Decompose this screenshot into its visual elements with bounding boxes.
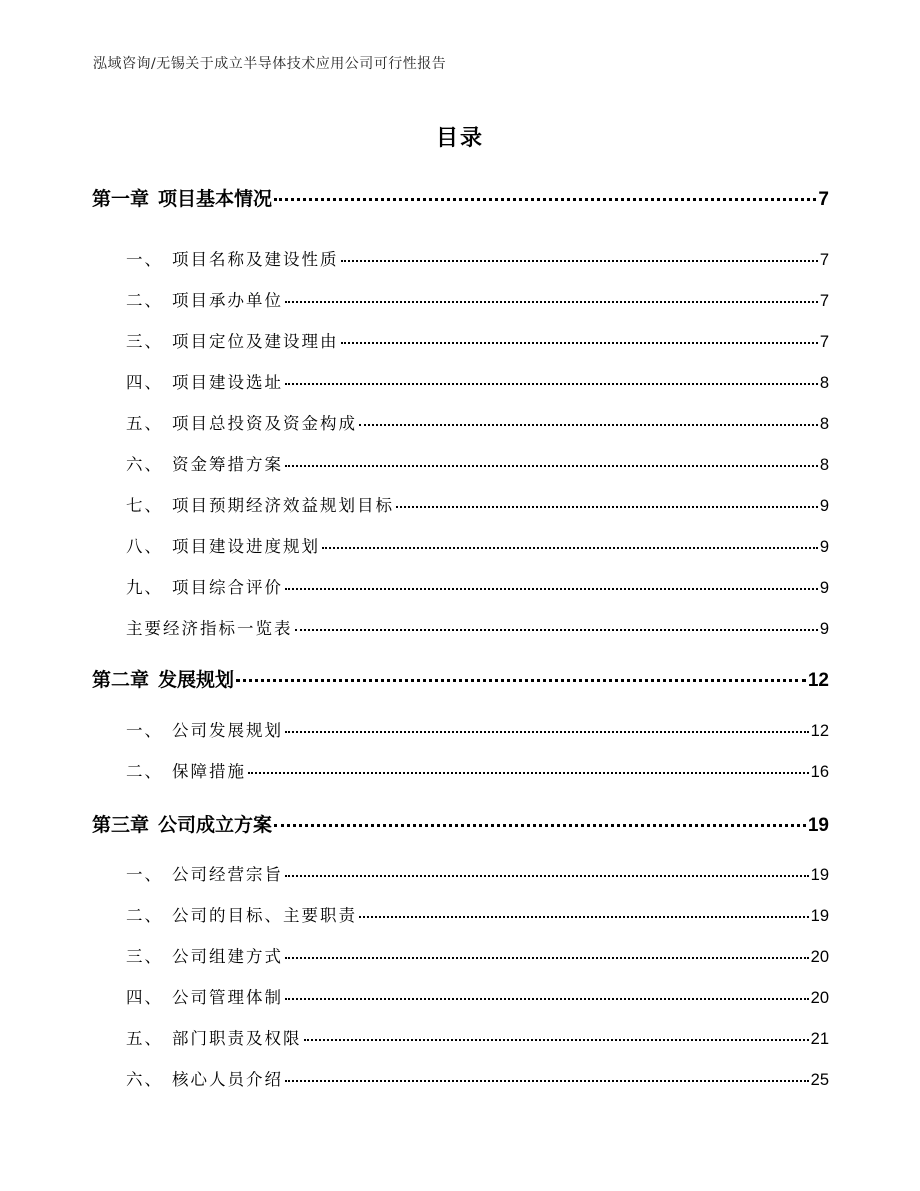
toc-entry-1-7[interactable]	[126, 492, 829, 516]
dot-leader	[285, 587, 818, 590]
dot-leader	[359, 915, 809, 918]
section-number: 三、	[126, 947, 163, 966]
chapter-number: 第三章	[92, 814, 150, 836]
dot-leader	[285, 300, 818, 303]
toc-entry-1-1[interactable]	[126, 246, 829, 270]
section-number: 八、	[126, 537, 163, 556]
page-number: 12	[810, 722, 829, 740]
section-title: 资金筹措方案	[172, 455, 283, 474]
dot-leader	[274, 823, 806, 827]
section-title: 项目名称及建设性质	[172, 250, 339, 269]
page-number: 9	[819, 497, 829, 515]
section-number: 四、	[126, 373, 163, 392]
dot-leader	[285, 997, 809, 1000]
document-title: 目录	[435, 126, 484, 151]
chapter-title: 公司成立方案	[158, 814, 273, 836]
dot-leader	[396, 505, 818, 508]
page-number: 21	[810, 1030, 829, 1048]
page-number: 9	[819, 579, 829, 597]
section-title: 公司经营宗旨	[172, 865, 283, 884]
section-number: 九、	[126, 578, 163, 597]
dot-leader	[248, 771, 809, 774]
section-title: 项目预期经济效益规划目标	[172, 496, 394, 515]
toc-entry-1-3[interactable]	[126, 328, 829, 352]
dot-leader	[236, 678, 806, 682]
page-number: 19	[810, 866, 829, 884]
page-number: 8	[819, 456, 829, 474]
section-title: 项目综合评价	[172, 578, 283, 597]
page-number: 20	[810, 989, 829, 1007]
page-number: 7	[819, 292, 829, 310]
section-title: 公司的目标、主要职责	[172, 906, 357, 925]
page-number: 25	[810, 1071, 829, 1089]
toc-entry-1-4[interactable]	[126, 369, 829, 393]
page-number: 7	[819, 251, 829, 269]
dot-leader	[285, 382, 818, 385]
section-number: 五、	[126, 414, 163, 433]
toc-entry-1-10[interactable]	[126, 615, 829, 639]
dot-leader	[295, 628, 818, 631]
dot-leader	[341, 259, 818, 262]
toc-entry-2-2[interactable]	[126, 758, 829, 782]
chapter-title: 项目基本情况	[158, 188, 273, 210]
page-number: 8	[819, 415, 829, 433]
toc-entry-3-1[interactable]	[126, 861, 829, 885]
toc-entry-3-3[interactable]	[126, 943, 829, 967]
page-number: 7	[819, 333, 829, 351]
section-title: 项目建设进度规划	[172, 537, 320, 556]
toc-entry-1-6[interactable]	[126, 451, 829, 475]
dot-leader	[322, 546, 818, 549]
section-number: 一、	[126, 865, 163, 884]
section-title: 保障措施	[172, 762, 246, 781]
page-number: 19	[810, 907, 829, 925]
dot-leader	[285, 730, 809, 733]
dot-leader	[341, 341, 818, 344]
section-number: 一、	[126, 721, 163, 740]
dot-leader	[359, 423, 818, 426]
toc-entry-3-2[interactable]	[126, 902, 829, 926]
section-number: 六、	[126, 455, 163, 474]
toc-entry-1-9[interactable]	[126, 574, 829, 598]
section-title: 核心人员介绍	[172, 1070, 283, 1089]
dot-leader	[285, 1079, 809, 1082]
toc-entry-1-8[interactable]	[126, 533, 829, 557]
toc-entry-2-1[interactable]	[126, 717, 829, 741]
chapter-number: 第一章	[92, 188, 150, 210]
section-title: 公司发展规划	[172, 721, 283, 740]
section-title: 主要经济指标一览表	[126, 619, 293, 638]
section-number: 六、	[126, 1070, 163, 1089]
chapter-number: 第二章	[92, 669, 150, 691]
section-title: 部门职责及权限	[172, 1029, 302, 1048]
page-number: 16	[810, 763, 829, 781]
section-title: 公司组建方式	[172, 947, 283, 966]
page-number: 9	[819, 620, 829, 638]
section-title: 项目总投资及资金构成	[172, 414, 357, 433]
section-number: 二、	[126, 906, 163, 925]
section-number: 四、	[126, 988, 163, 1007]
section-number: 二、	[126, 762, 163, 781]
section-number: 三、	[126, 332, 163, 351]
section-number: 一、	[126, 250, 163, 269]
page-number: 19	[807, 815, 829, 836]
toc-entry-1-5[interactable]	[126, 410, 829, 434]
section-title: 公司管理体制	[172, 988, 283, 1007]
dot-leader	[285, 956, 809, 959]
toc-entry-3-6[interactable]	[126, 1066, 829, 1090]
running-header: 泓域咨询/无锡关于成立半导体技术应用公司可行性报告	[93, 56, 447, 72]
section-title: 项目定位及建设理由	[172, 332, 339, 351]
toc-chapter-2[interactable]	[92, 665, 829, 692]
dot-leader	[285, 874, 809, 877]
toc-entry-3-5[interactable]	[126, 1025, 829, 1049]
page-number: 20	[810, 948, 829, 966]
page-number: 7	[818, 189, 829, 210]
section-number: 五、	[126, 1029, 163, 1048]
dot-leader	[304, 1038, 809, 1041]
toc-entry-1-2[interactable]	[126, 287, 829, 311]
page-number: 12	[807, 670, 829, 691]
toc-chapter-3[interactable]	[92, 810, 829, 837]
page-number: 9	[819, 538, 829, 556]
section-number: 七、	[126, 496, 163, 515]
section-number: 二、	[126, 291, 163, 310]
chapter-title: 发展规划	[158, 669, 235, 691]
dot-leader	[274, 197, 816, 201]
toc-entry-3-4[interactable]	[126, 984, 829, 1008]
page-number: 8	[819, 374, 829, 392]
section-title: 项目承办单位	[172, 291, 283, 310]
toc-chapter-1[interactable]	[92, 184, 829, 211]
section-title: 项目建设选址	[172, 373, 283, 392]
dot-leader	[285, 464, 818, 467]
